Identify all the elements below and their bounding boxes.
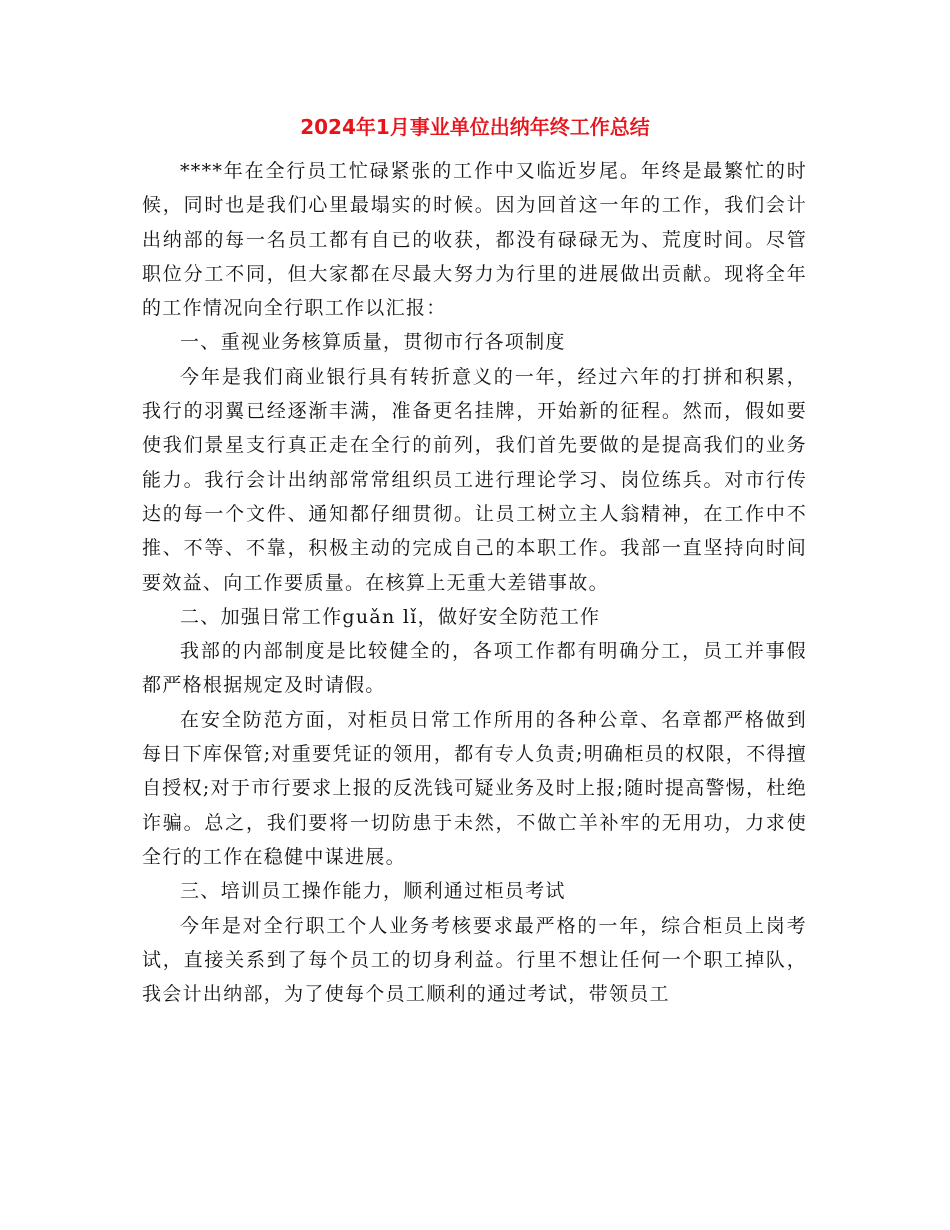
section-heading-3: 三、培训员工操作能力，顺利通过柜员考试 xyxy=(180,880,566,903)
paragraph-section-2b: 在安全防范方面，对柜员日常工作所用的各种公章、名章都严格做到每日下库保管;对重要凭证的领用，都有专人负责;明确柜员的权限，不得擅自授权;对于市行要求上报的反洗钱可疑业务及时上报;随时提高警惕，杜绝诈骗。总之，我们要将一切防患于未然，不做亡羊补牢的无用功，力求使全行的工作在稳健中谋进展。 xyxy=(142,708,808,868)
section-heading-1: 一、重视业务核算质量，贯彻市行各项制度 xyxy=(180,331,566,354)
paragraph-section-1: 今年是我们商业银行具有转折意义的一年，经过六年的打拼和积累，我行的羽翼已经逐渐丰满，准备更名挂牌，开始新的征程。然而，假如要使我们景星支行真正走在全行的前列，我们首先要做的是提高我们的业务能力。我行会计出纳部常常组织员工进行理论学习、岗位练兵。对市行传达的每一个文件、通知都仔细贯彻。让员工树立主人翁精神，在工作中不推、不等、不靠，积极主动的完成自己的本职工作。我部一直坚持向时间要效益、向工作要质量。在核算上无重大差错事故。 xyxy=(142,365,807,594)
paragraph-section-3: 今年是对全行职工个人业务考核要求最严格的一年，综合柜员上岗考试，直接关系到了每个员工的切身利益。行里不想让任何一个职工掉队，我会计出纳部，为了使每个员工顺利的通过考试，带领员工 xyxy=(142,914,807,1006)
document-title: 2024年1月事业单位出纳年终工作总结 xyxy=(300,115,650,139)
section-heading-2: 二、加强日常工作guǎn lǐ，做好安全防范工作 xyxy=(180,605,601,628)
paragraph-section-2a: 我部的内部制度是比较健全的，各项工作都有明确分工，员工并事假都严格根据规定及时请假。 xyxy=(142,640,807,697)
document-body xyxy=(142,154,807,1011)
paragraph-intro: ****年在全行员工忙碌紧张的工作中又临近岁尾。年终是最繁忙的时候，同时也是我们心里最塌实的时候。因为回首这一年的工作，我们会计出纳部的每一名员工都有自已的收获，都没有碌碌无为、荒度时间。尽管职位分工不同，但大家都在尽最大努力为行里的进展做出贡献。现将全年的工作情况向全行职工作以汇报： xyxy=(142,160,807,320)
